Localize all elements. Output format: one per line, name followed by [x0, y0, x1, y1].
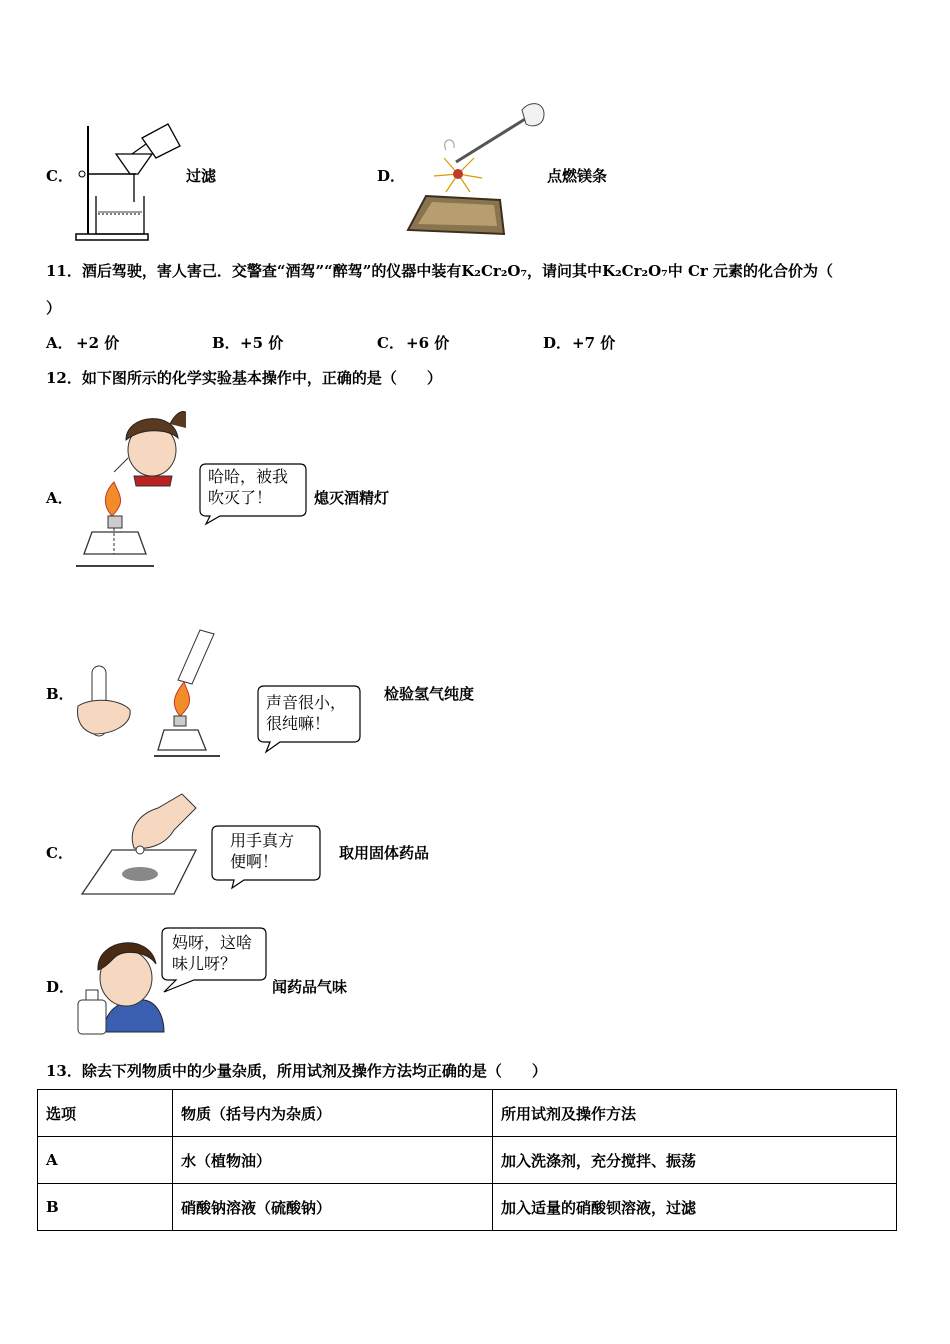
q11-formula-2: K₂Cr₂O₇: [602, 262, 668, 280]
blowing-out-lamp-figure: [74, 404, 186, 570]
smelling-reagent-figure: [74, 928, 166, 1036]
q11-option-b-value: +5 价: [240, 334, 284, 352]
q11-option-c-label: C．: [377, 334, 404, 352]
bubble-a-line-2: 吹灭了！: [208, 488, 273, 507]
bubble-b-line-1: 声音很小，: [266, 693, 347, 712]
bubble-a-text: [208, 466, 288, 508]
header-cell: 所用试剂及操作方法: [493, 1090, 897, 1137]
q12-option-d-label: D．: [46, 978, 75, 996]
q12-stem: 12．如下图所示的化学实验基本操作中，正确的是（ ）: [46, 369, 442, 387]
bubble-b-text: [266, 692, 346, 734]
q10-option-d-caption: 点燃镁条: [547, 167, 608, 185]
bubble-d-text: [172, 932, 252, 974]
q13-stem: 13．除去下列物质中的少量杂质，所用试剂及操作方法均正确的是（ ）: [46, 1062, 547, 1080]
table-cell: 加入洗涤剂，充分搅拌、振荡: [493, 1137, 897, 1184]
table-cell: A: [38, 1137, 173, 1184]
q11-number: 11．: [46, 262, 82, 280]
taking-solid-by-hand-figure: [78, 790, 204, 900]
table-cell: 硝酸钠溶液（硫酸钠）: [173, 1184, 493, 1231]
table-row: [38, 1137, 897, 1184]
q12-option-c-label: C．: [46, 844, 73, 862]
q12-option-b-caption: 检验氢气纯度: [384, 685, 475, 703]
table-cell: 水（植物油）: [173, 1137, 493, 1184]
burning-magnesium-figure: [404, 98, 546, 240]
bubble-c-line-1: 用手真方: [230, 831, 295, 850]
q11-text-d: ）: [46, 299, 62, 317]
q11-option-d-label: D．: [543, 334, 572, 352]
q10-option-d-label: D．: [377, 167, 406, 185]
table-row: [38, 1184, 897, 1231]
q11-option-c-value: +6 价: [406, 334, 450, 352]
bubble-c-text: [230, 830, 294, 872]
q10-option-c-caption: 过滤: [186, 167, 217, 185]
q11-option-b-label: B．: [212, 334, 240, 352]
bubble-d-line-1: 妈呀，这啥: [172, 933, 253, 952]
q12-option-a-label: A．: [46, 489, 73, 507]
q11-option-d-value: +7 价: [572, 334, 616, 352]
filtration-apparatus-figure: [72, 118, 184, 244]
q12-option-d-caption: 闻药品气味: [272, 978, 348, 996]
q12-option-b-label: B．: [46, 685, 74, 703]
table-cell: B: [38, 1184, 173, 1231]
bubble-a-line-1: 哈哈，被我: [208, 467, 289, 486]
header-cell: 选项: [38, 1090, 173, 1137]
hydrogen-purity-test-figure: [74, 626, 222, 760]
q10-option-c-label: C．: [46, 167, 73, 185]
q13-table: [37, 1089, 897, 1231]
q12-option-c-caption: 取用固体药品: [339, 844, 430, 862]
bubble-d-line-2: 味儿呀？: [172, 954, 237, 973]
table-cell: 加入适量的硝酸钡溶液，过滤: [493, 1184, 897, 1231]
q11-option-a-value: +2 价: [76, 334, 120, 352]
q11-formula-1: K₂Cr₂O₇: [461, 262, 528, 280]
table-header-row: [38, 1090, 897, 1137]
q11-stem: [46, 261, 906, 281]
bubble-c-line-2: 便啊！: [230, 852, 279, 871]
q12-option-a-caption: 熄灭酒精灯: [314, 489, 390, 507]
header-cell: 物质（括号内为杂质）: [173, 1090, 493, 1137]
q11-option-a-label: A．: [46, 334, 73, 352]
q11-text-b: ，请问其中: [527, 262, 603, 280]
q11-text-c: 中 Cr 元素的化合价为（: [667, 262, 834, 280]
bubble-b-line-2: 很纯嘛！: [266, 714, 331, 733]
q11-text-a: 酒后驾驶，害人害己．交警查“酒驾”“醉驾”的仪器中装有: [81, 262, 462, 280]
